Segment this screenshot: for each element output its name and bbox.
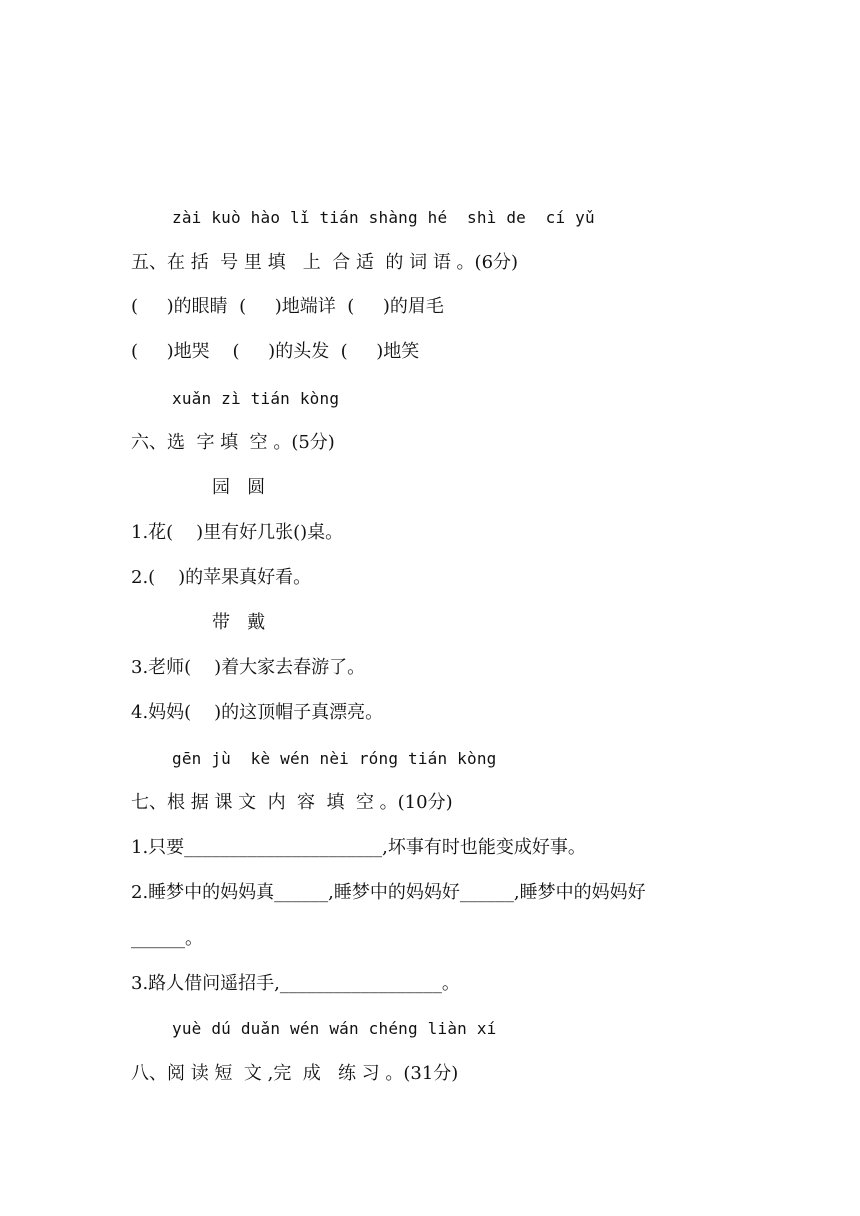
section8-pinyin: yuè dú duǎn wén wán chéng liàn xí	[172, 1019, 497, 1038]
section6-word-pair-1: 园 圆	[212, 477, 266, 498]
section5-pinyin: zài kuò hào lǐ tián shàng hé shì de cí yǔ	[172, 208, 595, 227]
section6-question-1: 1.花( )里有好几张()桌。	[131, 522, 344, 543]
section8-title: 八、阅 读 短 文 ,完 成 练 习 。(31分)	[131, 1063, 459, 1084]
section7-title: 七、根 据 课 文 内 容 填 空 。(10分)	[131, 792, 453, 813]
section5-row1: ( )的眼睛 ( )地端详 ( )的眉毛	[131, 296, 444, 317]
section6-word-pair-2: 带 戴	[212, 612, 266, 633]
section5-row2: ( )地哭 ( )的头发 ( )地笑	[131, 341, 420, 362]
section7-question-3: 3.路人借问遥招手,__________________。	[131, 973, 460, 994]
section6-question-4: 4.妈妈( )的这顶帽子真漂亮。	[131, 702, 384, 723]
section7-pinyin: gēn jù kè wén nèi róng tián kòng	[172, 749, 497, 768]
section6-title: 六、选 字 填 空 。(5分)	[131, 432, 335, 453]
section6-pinyin: xuǎn zì tián kòng	[172, 389, 340, 408]
section7-question-2-continued: ______。	[131, 928, 203, 949]
section5-title: 五、在 括 号 里 填 上 合 适 的 词 语 。(6分)	[131, 252, 519, 273]
section6-question-3: 3.老师( )着大家去春游了。	[131, 657, 366, 678]
section7-question-2: 2.睡梦中的妈妈真______,睡梦中的妈妈好______,睡梦中的妈妈好	[131, 882, 646, 903]
section6-question-2: 2.( )的苹果真好看。	[131, 567, 312, 588]
section7-question-1: 1.只要______________________,坏事有时也能变成好事。	[131, 837, 586, 858]
